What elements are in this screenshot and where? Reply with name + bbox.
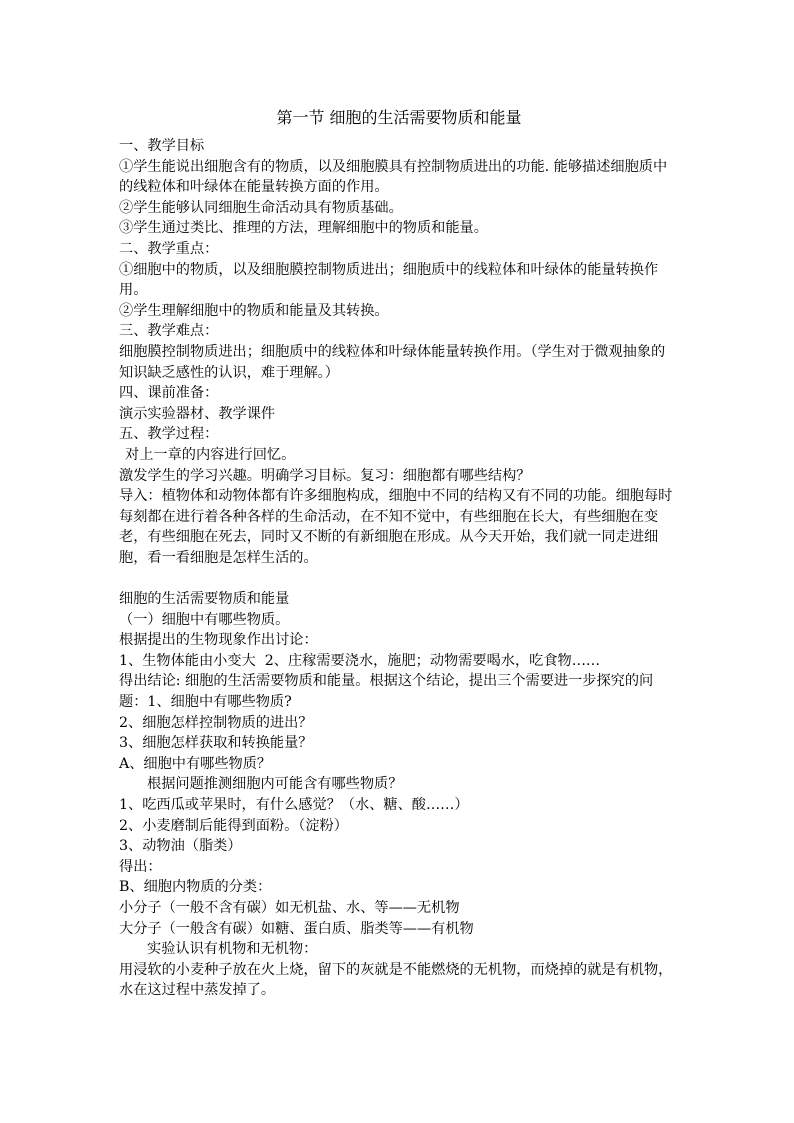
paragraph: （一）细胞中有哪些物质。 <box>119 611 290 628</box>
paragraph: 演示实验器材、教学课件 <box>119 405 276 422</box>
paragraph: ①学生能说出细胞含有的物质，以及细胞膜具有控制物质进出的功能. 能够描述细胞质中的线粒体和叶绿体在能量转换方面的作用。 <box>119 158 668 196</box>
subsection-heading: 细胞的生活需要物质和能量 <box>119 591 290 608</box>
paragraph: 1、吃西瓜或苹果时，有什么感觉？（水、糖、酸……） <box>119 797 469 813</box>
page-title: 第一节 细胞的生活需要物质和能量 <box>276 108 522 127</box>
section-heading-difficulties: 三、教学难点： <box>119 323 219 340</box>
section-heading-preparation: 四、课前准备： <box>119 385 219 402</box>
paragraph: 大分子（一般含有碳）如糖、蛋白质、脂类等——有机物 <box>119 920 474 937</box>
paragraph: 激发学生的学习兴趣。明确学习目标。复习：细胞都有哪些结构？ <box>119 467 531 484</box>
paragraph: 导入：植物体和动物体都有许多细胞构成，细胞中不同的结构又有不同的功能。细胞每时每刻都在进行着各种各样的生命活动，在不知不觉中，有些细胞在长大，有些细胞在变老，有些细胞在死去，同时又不断的有新细胞在形成。从今天开始，我们就一同走进细胞，看一看细胞是怎样生活的。 <box>119 488 673 566</box>
section-heading-process: 五、教学过程： <box>119 426 219 443</box>
paragraph: 3、动物油（脂类） <box>119 838 242 855</box>
paragraph: 根据提出的生物现象作出讨论： <box>119 632 318 649</box>
paragraph: 2、小麦磨制后能得到面粉。（淀粉） <box>119 817 348 834</box>
paragraph: 用浸软的小麦种子放在火上烧，留下的灰就是不能燃烧的无机物，而烧掉的就是有机物，水在这过程中蒸发掉了。 <box>119 961 673 999</box>
paragraph: ②学生能够认同细胞生命活动具有物质基础。 <box>119 199 403 216</box>
paragraph: 根据问题推测细胞内可能含有哪些物质？ <box>147 776 403 793</box>
paragraph: ②学生理解细胞中的物质和能量及其转换。 <box>119 302 389 319</box>
section-heading-key-points: 二、教学重点： <box>119 240 219 257</box>
paragraph: 细胞膜控制物质进出；细胞质中的线粒体和叶绿体能量转换作用。（学生对于微观抽象的知识缺乏感性的认识，难于理解。） <box>119 343 666 381</box>
paragraph: 2、细胞怎样控制物质的进出？ <box>119 714 313 731</box>
paragraph: ③学生通过类比、推理的方法，理解细胞中的物质和能量。 <box>119 220 488 237</box>
paragraph: 1、生物体能由小变大 2、庄稼需要浇水，施肥；动物需要喝水，吃食物…… <box>119 652 601 669</box>
document-body <box>119 106 679 1001</box>
paragraph: ①细胞中的物质，以及细胞膜控制物质进出；细胞质中的线粒体和叶绿体的能量转换作用。 <box>119 261 659 299</box>
paragraph: 得出结论: 细胞的生活需要物质和能量。根据这个结论，提出三个需要进一步探究的问题：1、细胞中有哪些物质? <box>119 673 654 711</box>
paragraph: 实验认识有机物和无机物： <box>147 941 318 958</box>
section-heading-objectives: 一、教学目标 <box>119 138 205 154</box>
paragraph: 得出： <box>119 858 162 875</box>
paragraph: 3、细胞怎样获取和转换能量？ <box>119 735 313 752</box>
paragraph: 小分子（一般不含有碳）如无机盐、水、等——无机物 <box>119 899 460 916</box>
paragraph: A、细胞中有哪些物质？ <box>119 755 272 772</box>
paragraph: B、细胞内物质的分类： <box>119 879 272 896</box>
blank-line <box>119 568 679 589</box>
paragraph: 对上一章的内容进行回忆。 <box>125 446 296 463</box>
